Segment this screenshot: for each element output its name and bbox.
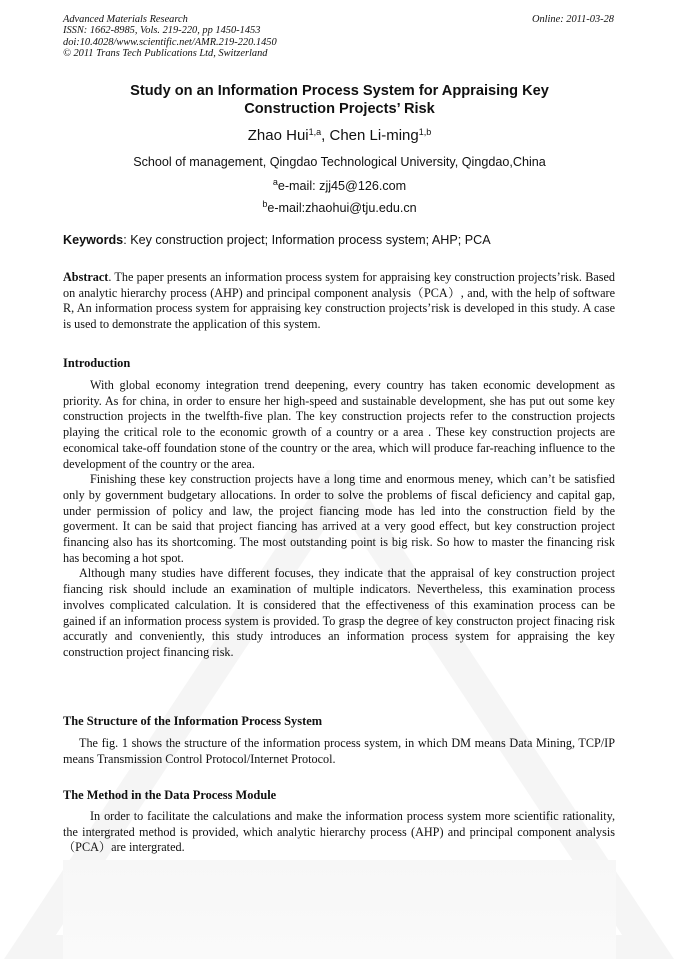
title-line-2: Construction Projects’ Risk	[244, 101, 435, 117]
paragraph: In order to facilitate the calculations and make the information process system more scientific rationality, the intergrated method is provided, which analytic hierarchy process (AHP) and principal component analysis（PCA）are intergrated.	[63, 809, 615, 855]
author-1: Zhao Hui	[247, 127, 309, 144]
paragraph: With global economy integration trend deepening, every country has taken economic development as priority. As for china, in order to ensure her high-speed and sustainable development, she has put out some key construction projects in the twelfth-five plan. The key construction projects refer to the construction projects playing the critical role to the economic growth of a country or a area . These key construction projects are economical take-off foundation stone of the country or the area, which will produce far-reaching influence to the development of the country or the area.	[63, 378, 615, 471]
email-b-text[interactable]: e-mail:zhaohui@tju.edu.cn	[267, 201, 417, 215]
journal-name: Advanced Materials Research	[63, 14, 188, 25]
author-1-sup: 1,a	[308, 127, 322, 137]
paragraph: Finishing these key construction projects have a long time and enormous meney, which can’t be satisfied only by government budgetary allocations. In order to solve the problems of fiscal deficiency and capital gap, under permission of policy and law, the project fiancing mode has led into the construction field by the goverment. It can be said that project fiancing has arrived at a very good effect, but key construction project financing also has its shortcoming. The most outstanding point is big risk. So how to master the financing risk has becoming a hot spot.	[63, 472, 615, 565]
paragraph: Although many studies have different focuses, they indicate that the appraisal of key construction project fiancing risk should include an examination of multiple indicators. Nevertheless, this examination process involves complicated calculation. It is considered that the effectiveness of this examination process can be gained if an information process system is provided. To grasp the degree of key constructon project finacing risk accuratly and conveniently, this study introduces an information process system for appraising the key construction project financing risk.	[63, 566, 615, 659]
page-bottom-fade	[63, 860, 616, 959]
abstract	[63, 270, 615, 333]
abstract-text: . The paper presents an information process system for appraising key construction projects’risk. Based on analytic hierarchy process (AHP) and principal component analysis（PCA）, and, with the help of software R, An information process system for appraising key construction projects’risk is developed in this study. A case is used to demonstrate the application of this system.	[63, 270, 615, 332]
section-heading-structure: The Structure of the Information Process System	[63, 714, 323, 728]
copyright-line: © 2011 Trans Tech Publications Ltd, Switzerland	[63, 48, 268, 60]
paragraph: The fig. 1 shows the structure of the information process system, in which DM means Data Mining, TCP/IP means Transmission Control Protocol/Internet Protocol.	[63, 736, 615, 766]
structure-body	[63, 736, 615, 767]
authors	[63, 127, 616, 144]
email-a	[63, 177, 616, 193]
keywords	[63, 233, 616, 247]
online-date: Online: 2011-03-28	[531, 14, 614, 25]
introduction-body	[63, 378, 615, 661]
email-b-sup: b	[262, 199, 268, 209]
author-separator: ,	[321, 127, 330, 144]
email-a-text[interactable]: e-mail: zjj45@126.com	[277, 179, 407, 193]
author-2-sup: 1,b	[418, 127, 432, 137]
email-a-sup: a	[272, 177, 278, 187]
affiliation: School of management, Qingdao Technological University, Qingdao,China	[133, 155, 546, 169]
keywords-text: : Key construction project; Information process system; AHP; PCA	[123, 233, 491, 247]
method-body	[63, 809, 615, 856]
section-heading-method: The Method in the Data Process Module	[63, 788, 277, 802]
journal-header	[63, 14, 616, 60]
issn-line: ISSN: 1662-8985, Vols. 219-220, pp 1450-1453	[63, 25, 261, 37]
email-b	[63, 199, 616, 215]
keywords-label: Keywords	[63, 233, 124, 247]
author-2: Chen Li-ming	[329, 127, 419, 144]
doi-line: doi:10.4028/www.scientific.net/AMR.219-220.1450	[63, 36, 277, 48]
title-line-1: Study on an Information Process System for Appraising Key	[130, 83, 549, 99]
section-heading-introduction: Introduction	[63, 356, 131, 370]
abstract-label: Abstract	[63, 270, 109, 284]
paper-title	[63, 82, 616, 118]
